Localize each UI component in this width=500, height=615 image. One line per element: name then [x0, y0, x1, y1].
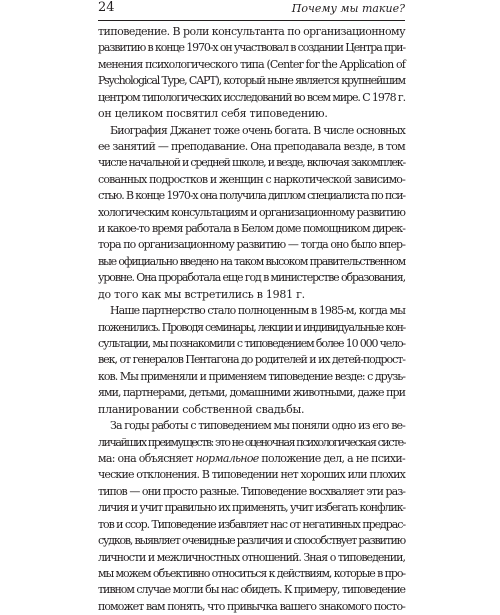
text-line: [98, 402, 405, 418]
line-segment: числе начальной и средней школе, и везде, включая закомплек-: [98, 156, 405, 170]
line-segment: типов — они просто разные. Типоведение восхваляет эти раз-: [98, 484, 405, 498]
text-line: [98, 599, 405, 615]
page-number: 24: [98, 0, 115, 15]
line-segment: Наше партнерство стало полноценным в 1985-м, когда мы: [110, 304, 405, 318]
text-line: [98, 484, 405, 500]
line-segment: развитию в конце 1970-х он участвовал в создании Центра при-: [98, 41, 405, 55]
text-line: [98, 287, 405, 303]
paragraph: [98, 303, 405, 418]
line-segment: положение дел, а не психи-: [258, 451, 406, 465]
line-segment: типоведение. В роли консультанта по организационному: [98, 25, 405, 38]
line-segment: Psychological Type, CAPT), который ныне является крупнейшим: [98, 74, 405, 88]
line-segment: тов и ссор. Типоведение избавляет нас от негативных предрас-: [98, 517, 405, 531]
line-segment: судков, выявляет очевидные различия и способствует развитию: [98, 534, 405, 548]
emphasized-text: нормальное: [195, 451, 259, 465]
line-segment: поможет вам понять, что привычка вашего знакомого посто-: [98, 599, 405, 613]
text-line: [98, 451, 405, 467]
text-line: [98, 566, 405, 582]
line-segment: ма: она объясняет: [98, 451, 196, 465]
line-segment: тора по организационному развитию — тогда оно было впер-: [98, 238, 405, 252]
text-line: [98, 254, 405, 270]
text-line: [98, 352, 405, 368]
text-line: [98, 123, 405, 139]
paragraph: [98, 418, 405, 615]
text-line: [98, 270, 405, 286]
paragraph: [98, 24, 405, 123]
text-line: [98, 500, 405, 516]
line-segment: ями, партнерами, детьми, домашними животными, даже при: [98, 386, 405, 400]
line-segment: личности и межличностных отношений. Зная о типоведении,: [98, 550, 405, 564]
text-line: [98, 237, 405, 253]
text-line: [98, 582, 405, 598]
line-segment: центром типологических исследований во всем мире. С 1978 г.: [98, 90, 405, 104]
text-line: [98, 320, 405, 336]
text-line: [98, 172, 405, 188]
line-segment: планировании собственной свадьбы.: [98, 402, 305, 416]
running-head: [98, 0, 405, 21]
line-segment: хологическим консультациям и организационному развитию: [98, 205, 405, 219]
line-segment: и какое-то время работала в Белом доме помощником дирек-: [98, 222, 405, 236]
text-line: [98, 533, 405, 549]
text-line: [98, 336, 405, 352]
running-title: Почему мы такие?: [291, 2, 405, 15]
paragraph: [98, 123, 405, 304]
line-segment: тивном случае могли бы нас обидеть. К примеру, типоведение: [98, 583, 405, 597]
text-line: [98, 435, 405, 451]
text-line: [98, 303, 405, 319]
text-line: [98, 221, 405, 237]
line-segment: Биография Джанет тоже очень богата. В числе основных: [110, 123, 405, 137]
text-line: [98, 40, 405, 56]
line-segment: поженились. Проводя семинары, лекции и индивидуальные кон-: [98, 320, 405, 334]
line-segment: личия и учит правильно их применять, учит избегать конфлик-: [98, 501, 405, 515]
text-line: [98, 205, 405, 221]
line-segment: век, от генералов Пентагона до родителей и их детей-подрост-: [98, 353, 405, 367]
text-line: [98, 517, 405, 533]
text-line: [98, 418, 405, 434]
text-line: [98, 188, 405, 204]
text-line: [98, 24, 405, 40]
line-segment: мы можем объективно относиться к действиям, которые в про-: [98, 566, 405, 580]
text-line: [98, 385, 405, 401]
text-line: [98, 550, 405, 566]
body-text: [98, 24, 405, 615]
text-line: [98, 57, 405, 73]
line-segment: ков. Мы применяли и применяем типоведение везде: с друзь-: [98, 369, 405, 383]
line-segment: сультации, мы познакомили с типоведением более 10 000 чело-: [98, 337, 405, 351]
line-segment: стью. В конце 1970-х она получила диплом специалиста по пси-: [98, 189, 405, 203]
line-segment: сованных подростков и женщин с наркотической зависимо-: [98, 172, 405, 186]
text-line: [98, 73, 405, 89]
line-segment: вые официально введено на таком высоком правительственном: [98, 254, 405, 268]
line-segment: личайших преимуществ: это не оценочная психологическая систе-: [98, 435, 405, 449]
text-line: [98, 139, 405, 155]
line-segment: ее занятий — преподавание. Она преподавала везде, в том: [98, 139, 406, 153]
line-segment: до того как мы встретились в 1981 г.: [98, 287, 305, 301]
text-line: [98, 90, 405, 106]
text-line: [98, 369, 405, 385]
line-segment: он целиком посвятил себя типоведению.: [98, 107, 328, 121]
line-segment: уровне. Она проработала еще год в министерстве образования,: [98, 271, 405, 285]
text-line: [98, 155, 405, 171]
line-segment: За годы работы с типоведением мы поняли одно из его ве-: [110, 419, 405, 433]
line-segment: менения психологического типа (Center for the Application of: [98, 57, 405, 71]
line-segment: ческие отклонения. В типоведении нет хороших или плохих: [98, 468, 405, 482]
text-line: [98, 106, 405, 122]
text-line: [98, 467, 405, 483]
